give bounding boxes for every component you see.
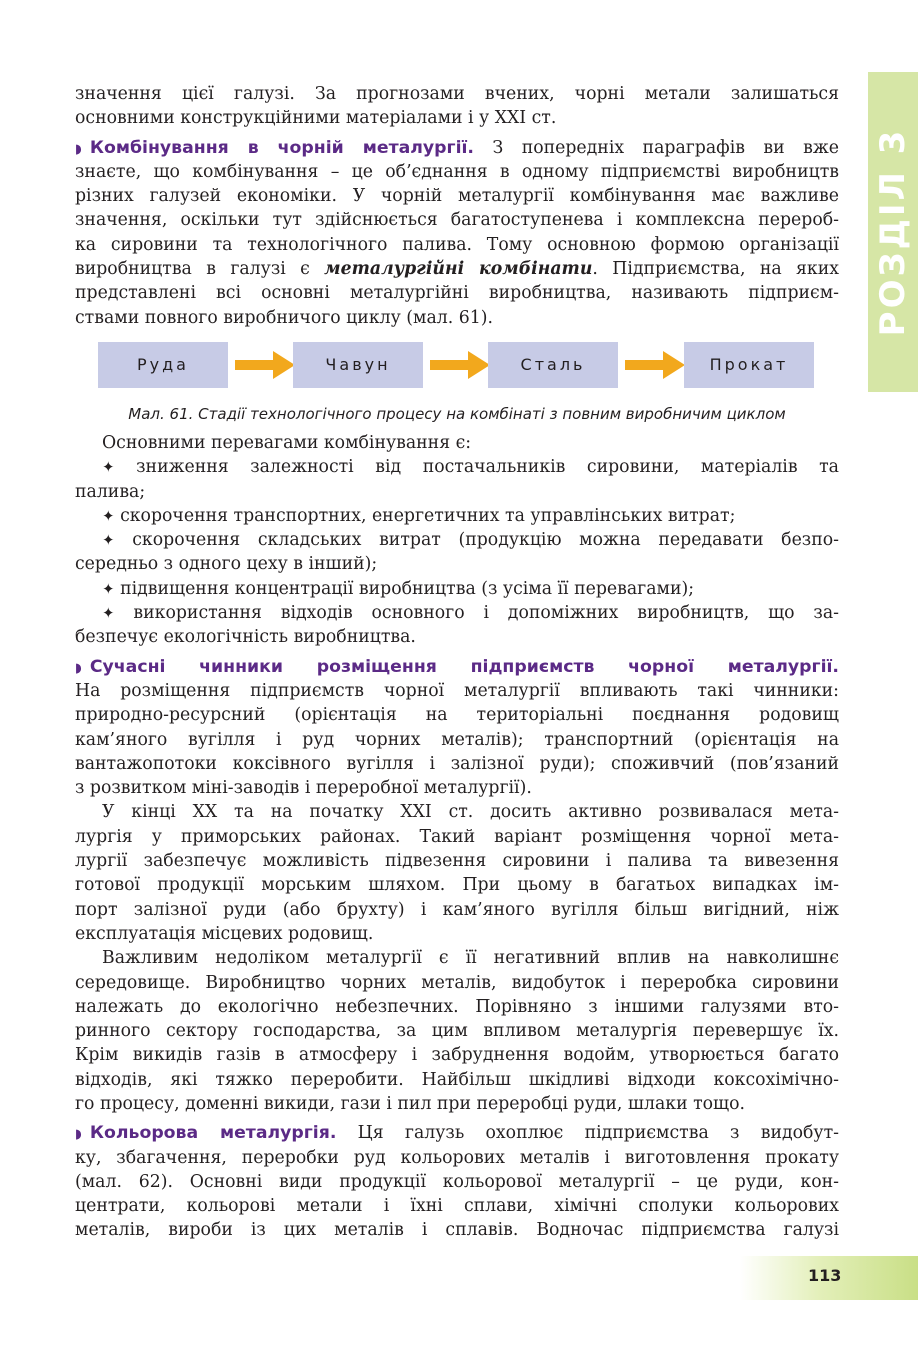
- text-line: середньо з одного цеху в інший);: [75, 554, 378, 575]
- text-line: середовище. Виробництво чорних металів, видобуток і переробка сировини: [75, 972, 839, 993]
- text-line: знаєте, що комбінування – це об’єднання в одному підприємстві виробництв: [75, 161, 839, 182]
- section-tab-label: РОЗДІЛ 3: [873, 127, 913, 337]
- text-line: експлуатація місцевих родовищ.: [75, 923, 374, 944]
- text-line: готової продукції морським шляхом. При цьому в багатьох випадках ім-: [75, 875, 839, 896]
- section-heading-combining: Комбінування в чорній металургії.: [89, 137, 474, 158]
- text-span: скорочення транспортних, енергетичних та управлінських витрат;: [120, 505, 736, 526]
- list-item: [75, 601, 839, 625]
- text-line: відходів, які тяжко переробити. Найбільш шкідливі відходи коксохімічно-: [75, 1069, 839, 1090]
- text-line: металів, вироби із цих металів і сплавів. Водночас підприємства галузі: [75, 1220, 839, 1241]
- heading-marker-icon: ◗: [75, 141, 82, 157]
- section-heading-line: [75, 136, 839, 160]
- text-span: З попередніх параграфів ви вже: [492, 137, 839, 158]
- section-heading-line: [75, 655, 839, 679]
- text-line: У кінці XX та на початку XXI ст. досить активно розвивалася мета-: [102, 802, 839, 823]
- heading-marker-icon: ◗: [75, 1127, 82, 1143]
- text-span: використання відходів основного і допоміжних виробництв, що за-: [133, 603, 839, 624]
- text-line: Основними перевагами комбінування є:: [102, 432, 472, 453]
- text-line: різних галузей економіки. У чорній металургії комбінування має важливе: [75, 186, 839, 207]
- text-line: лургії забезпечує можливість підвезення сировини і палива та вивезення: [75, 851, 839, 872]
- list-item: [75, 455, 839, 479]
- text-line: представлені всі основні металургійні виробництва, називають підприєм-: [75, 283, 839, 304]
- arrow-right-icon: [625, 349, 687, 381]
- text-line: ку, збагачення, переробки руд кольорових металів і виготовлення прокату: [75, 1147, 839, 1168]
- section-heading-line: [75, 1121, 839, 1145]
- star-bullet-icon: ✦: [102, 506, 115, 525]
- section-heading-placement: Сучасні чинники розміщення підприємств чорної металургії.: [89, 656, 839, 677]
- text-line: ринного сектору господарства, за цим впливом металургія перевершує їх.: [75, 1021, 839, 1042]
- section-tab: [868, 72, 918, 392]
- star-bullet-icon: ✦: [102, 604, 115, 623]
- text-line: палива;: [75, 481, 146, 502]
- stage-pig-iron: Чавун: [293, 342, 423, 388]
- text-line: належать до екологічно небезпечних. Порівняно з іншими галузями вто-: [75, 996, 839, 1017]
- text-line: кам’яного вугілля і руд чорних металів); транспортний (орієнтація на: [75, 729, 839, 750]
- list-item: [75, 577, 839, 601]
- process-diagram: [98, 342, 814, 388]
- stage-ore: Руда: [98, 342, 228, 388]
- star-bullet-icon: ✦: [102, 579, 115, 598]
- text-line: На розміщення підприємств чорної металургії впливають такі чинники:: [75, 680, 839, 701]
- text-line: основними конструкційними матеріалами і у XXI ст.: [75, 108, 557, 129]
- text-line: значення, оскільки тут здійснюється багатоступенева і комплексна перероб-: [75, 210, 839, 231]
- list-item: [75, 504, 839, 528]
- figure-caption: Мал. 61. Стадії технологічного процесу на комбінаті з повним виробничим циклом: [128, 404, 786, 423]
- arrow-right-icon: [235, 349, 297, 381]
- text-span: . Підприємства, на яких: [592, 259, 839, 280]
- arrow-right-icon: [430, 349, 492, 381]
- section-heading-nonferrous: Кольорова металургія.: [89, 1123, 337, 1144]
- text-line: Крім викидів газів в атмосферу і забруднення водойм, утворюється багато: [75, 1045, 839, 1066]
- text-span: скорочення складських витрат (продукцію можна передавати безпо-: [132, 530, 839, 551]
- text-line: лургія у приморських районах. Такий варіант розміщення чорної мета-: [75, 826, 839, 847]
- text-line: з розвитком міні-заводів і переробної металургії).: [75, 778, 532, 799]
- page-number: 113: [808, 1266, 842, 1285]
- text-span: Ця галузь охоплює підприємства з видобут-: [357, 1123, 839, 1144]
- stage-steel: Сталь: [488, 342, 618, 388]
- text-line: (мал. 62). Основні види продукції кольорової металургії – це руди, кон-: [75, 1171, 839, 1192]
- key-term: металургійні комбінати: [324, 259, 593, 280]
- text-line: го процесу, доменні викиди, гази і пил при переробці руди, шлаки тощо.: [75, 1093, 746, 1114]
- star-bullet-icon: ✦: [102, 458, 115, 477]
- text-span: зниження залежності від постачальників сировини, матеріалів та: [136, 457, 839, 478]
- text-line: безпечує екологічність виробництва.: [75, 627, 416, 648]
- text-line: центрати, кольорові метали і їхні сплави, хімічні сполуки кольорових: [75, 1196, 839, 1217]
- text-line: ствами повного виробничого циклу (мал. 61).: [75, 307, 493, 328]
- star-bullet-icon: ✦: [102, 531, 115, 550]
- list-item: [75, 528, 839, 552]
- text-line: Важливим недоліком металургії є її негативний вплив на навколишнє: [102, 948, 839, 969]
- text-line: вантажопотоки коксівного вугілля і залізної руди); споживчий (пов’язаний: [75, 753, 839, 774]
- text-line: природно-ресурсний (орієнтація на територіальні поєднання родовищ: [75, 705, 839, 726]
- page-content: [75, 82, 839, 1243]
- text-span: підвищення концентрації виробництва (з усіма її перевагами);: [120, 578, 695, 599]
- stage-rolled-metal: Прокат: [684, 342, 814, 388]
- text-span: виробництва в галузі є: [75, 259, 325, 280]
- text-line: значення цієї галузі. За прогнозами вчених, чорні метали залишаться: [75, 84, 839, 104]
- text-line: [75, 257, 839, 281]
- text-line: ка сировини та технологічного палива. Тому основною формою організації: [75, 234, 839, 255]
- heading-marker-icon: ◗: [75, 660, 82, 676]
- text-line: порт залізної руди (або брухту) і кам’яного вугілля більш вигідний, ніж: [75, 899, 839, 920]
